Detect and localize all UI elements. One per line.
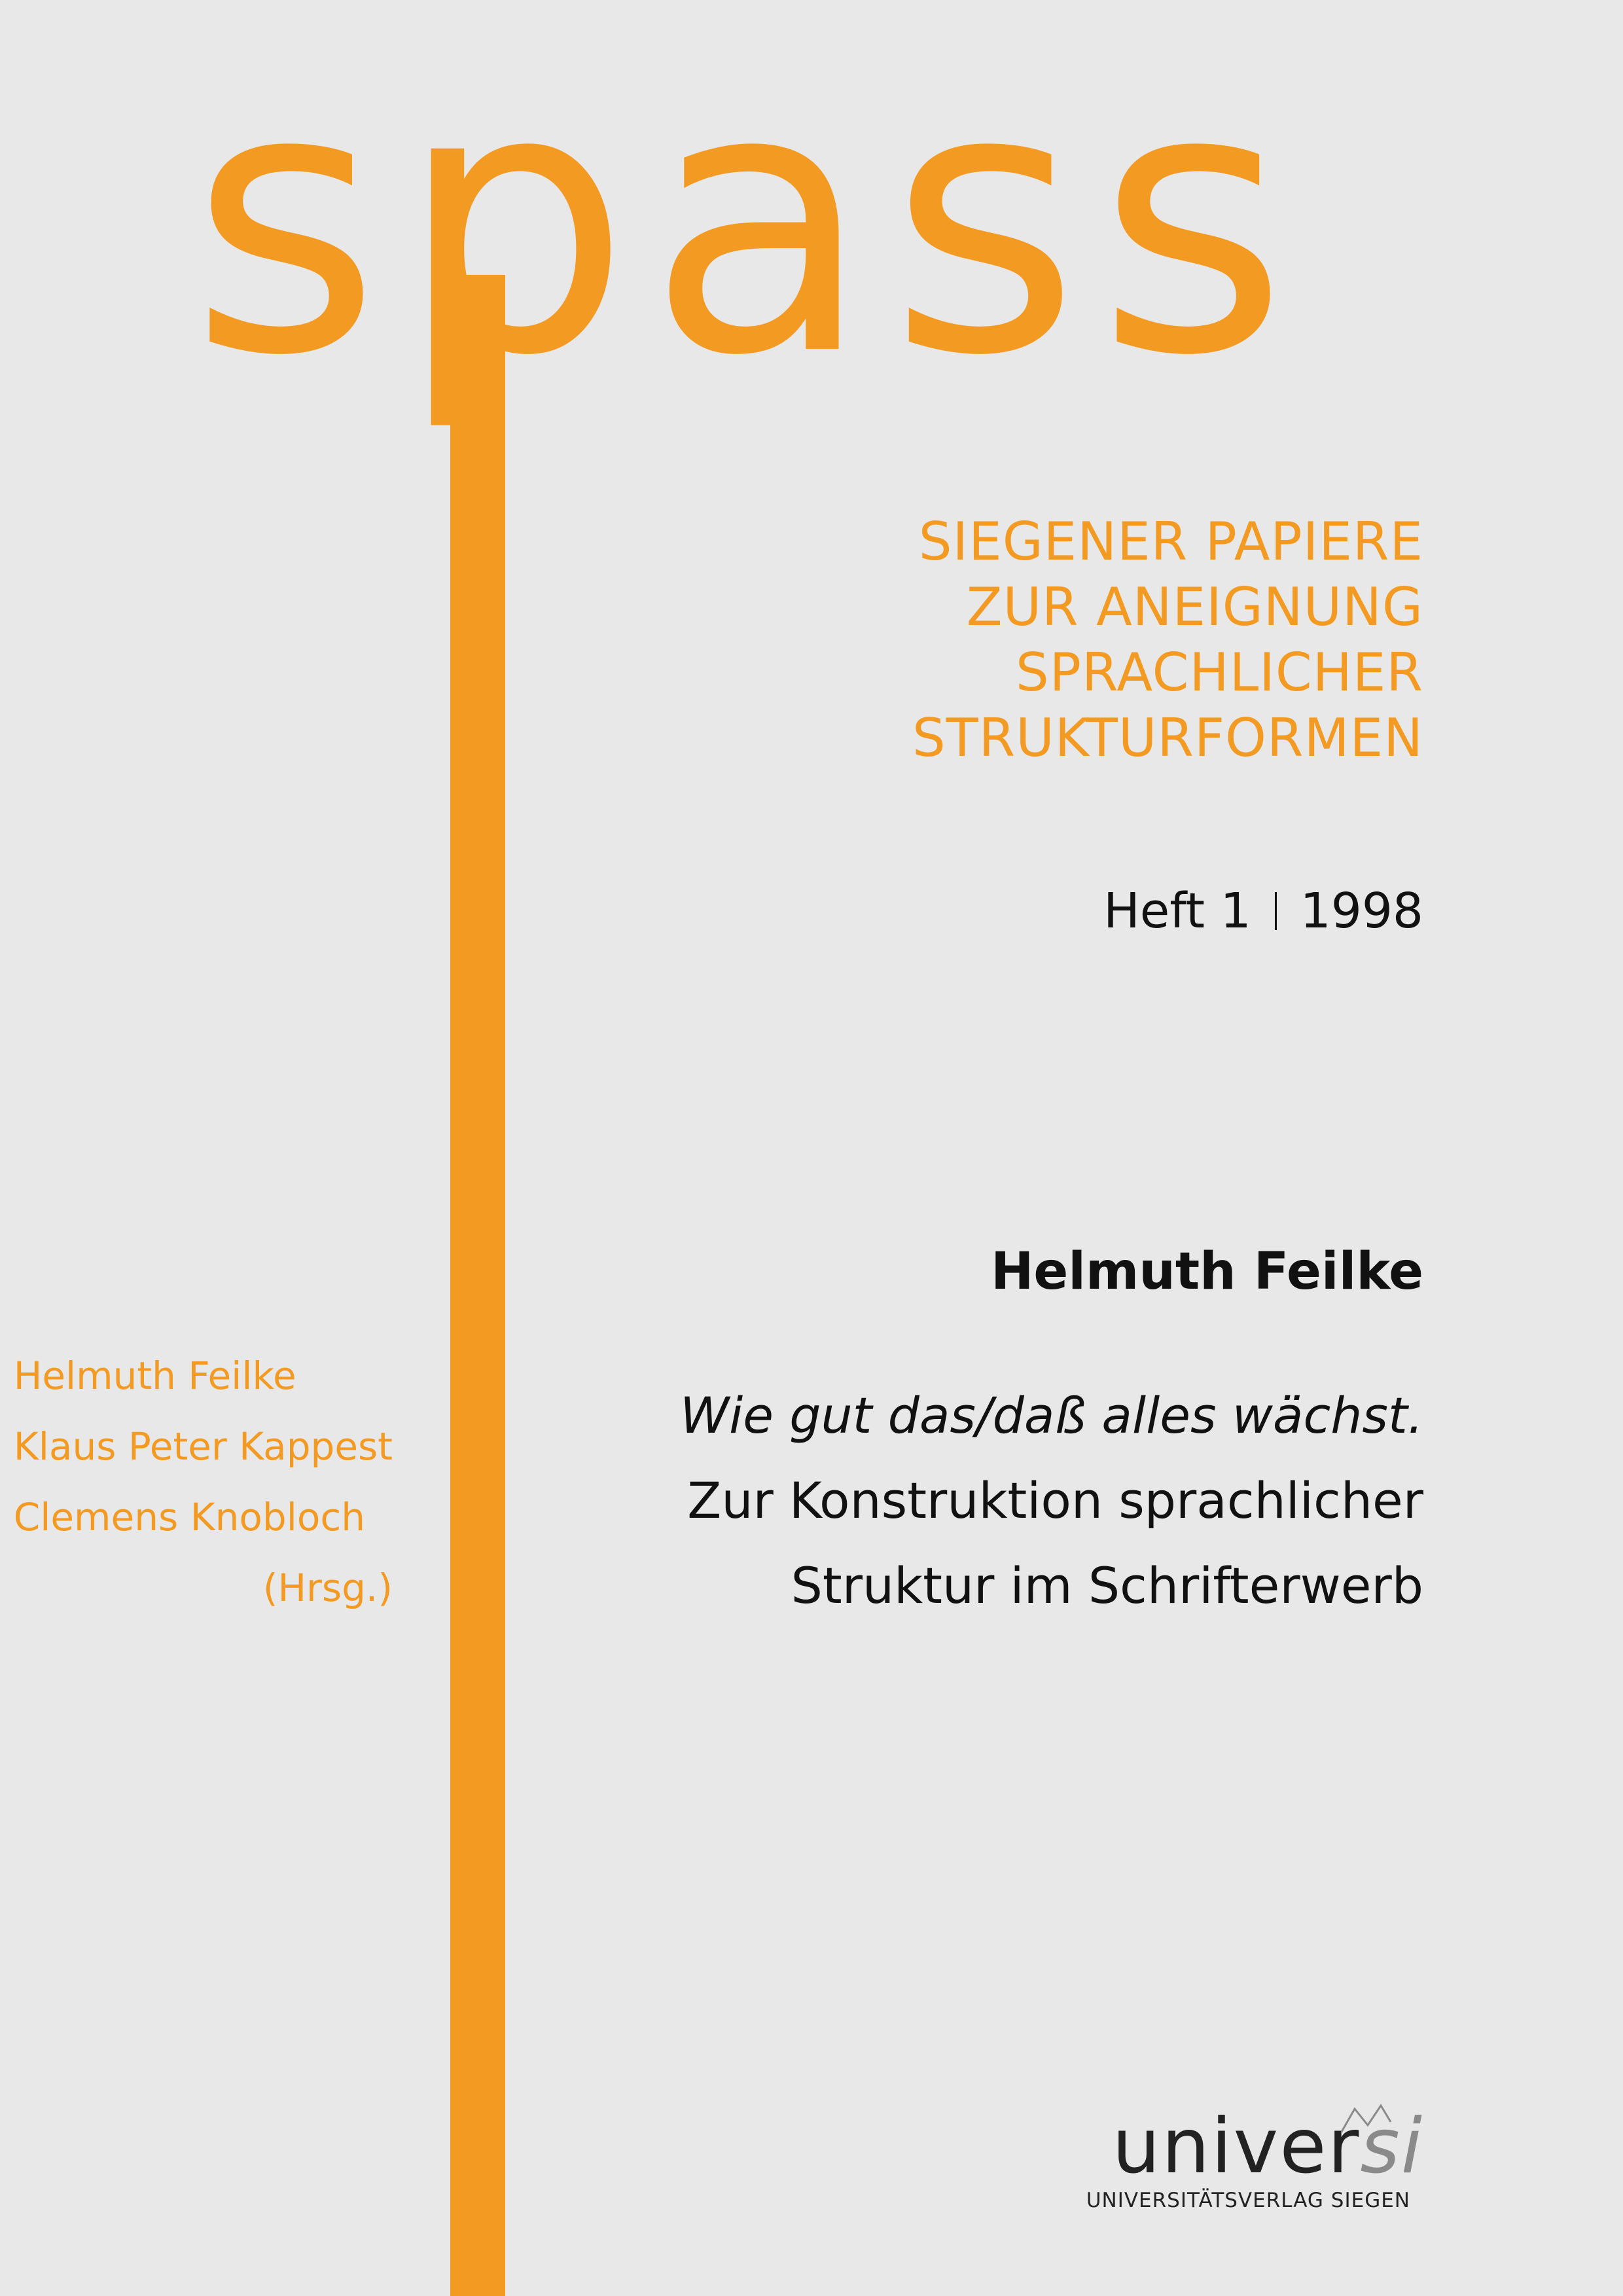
series-subtitle-line: STRUKTURFORMEN — [912, 708, 1423, 768]
wordmark-si: si — [1360, 2102, 1423, 2191]
work-subtitle-line: Zur Konstruktion sprachlicher — [687, 1471, 1423, 1530]
issue-separator — [1275, 892, 1277, 930]
publisher-logo — [1086, 2102, 1423, 2212]
issue-number: Heft 1 — [1103, 883, 1251, 939]
series-subtitle — [912, 509, 1423, 771]
series-subtitle-line: SIEGENER PAPIERE — [918, 511, 1423, 572]
issue-line — [1103, 878, 1423, 944]
editor-name: Helmuth Feilke — [13, 1354, 296, 1398]
editor-name: Klaus Peter Kappest — [13, 1424, 393, 1469]
series-logo: spass — [190, 9, 1305, 436]
author-name: Helmuth Feilke — [991, 1242, 1423, 1301]
wordmark-univer: univer — [1112, 2102, 1361, 2191]
publisher-wordmark — [1086, 2102, 1423, 2191]
editors-role: (Hrsg.) — [262, 1566, 393, 1610]
work-title-main: Wie gut das/daß alles wächst. — [680, 1386, 1423, 1444]
publisher-tagline: UNIVERSITÄTSVERLAG SIEGEN — [1086, 2189, 1410, 2212]
editor-name: Clemens Knobloch — [13, 1495, 365, 1539]
editors-list — [14, 1340, 393, 1623]
series-subtitle-line: SPRACHLICHER — [1015, 642, 1423, 703]
work-subtitle-line: Struktur im Schrifterwerb — [791, 1556, 1423, 1615]
vertical-accent-bar — [450, 275, 505, 2296]
work-title — [680, 1373, 1423, 1628]
crown-mark-icon — [1338, 2102, 1397, 2135]
issue-year: 1998 — [1300, 883, 1423, 939]
series-subtitle-line: ZUR ANEIGNUNG — [966, 577, 1423, 637]
